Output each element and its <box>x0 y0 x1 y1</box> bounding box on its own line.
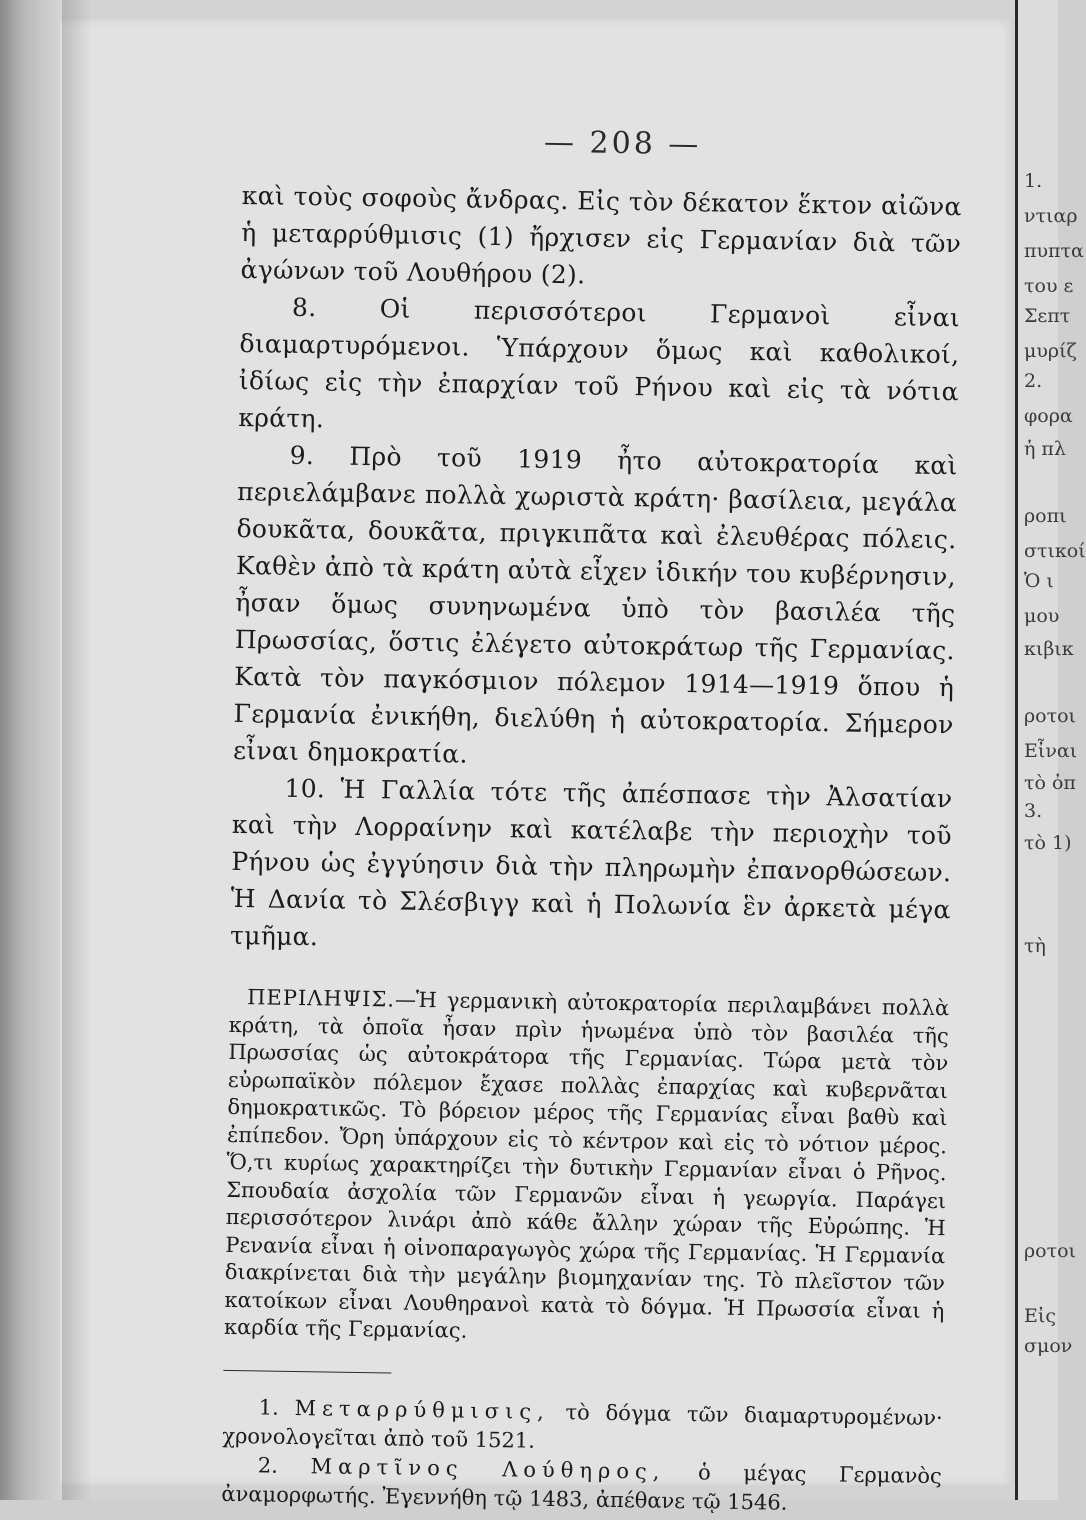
paragraph-continuation: καὶ τοὺς σοφοὺς ἄνδρας. Εἰς τὸν δέκατον ἕκτον αἰῶνα ἡ μεταρρύθμισις (1) ἤρχισεν εἰς Γερμανίαν διὰ τῶν ἀγώνων τοῦ Λουθήρου (2). <box>240 180 962 290</box>
footnote-term: Μεταρρύθμισις, <box>294 1395 550 1424</box>
adjacent-fragment: 3. <box>1024 800 1043 822</box>
gutter-shadow <box>62 0 92 1500</box>
footnote-divider <box>223 1369 391 1373</box>
adjacent-fragment: 2. <box>1024 370 1043 392</box>
adjacent-fragment: μου <box>1024 605 1060 627</box>
adjacent-fragment: ροτοι <box>1024 705 1077 727</box>
page-number: — 208 — <box>543 124 702 163</box>
adjacent-fragment: Εἶναι <box>1024 740 1078 762</box>
footnote-2 <box>221 1450 942 1519</box>
adjacent-fragment: 1. <box>1024 170 1043 192</box>
footnote-term: Μαρτῖνος Λούθηρος, <box>310 1453 666 1484</box>
adjacent-fragment: μυρίζ <box>1024 340 1077 362</box>
summary-label: ΠΕΡΙΛΗΨΙΣ. <box>247 985 396 1012</box>
paragraph-9: 9. Πρὸ τοῦ 1919 ἦτο αὐτοκρατορία καὶ περιελάμβανε πολλὰ χωριστὰ κράτη· βασίλεια, μεγάλα δουκᾶτα, δουκᾶτα, πριγκιπᾶτα καὶ ἐλευθέρας πόλεις. Καθὲν ἀπὸ τὰ κράτη αὐτὰ εἶχεν ἰδικήν του κυβέρνησιν, ἦσαν ὅμως συνηνωμένα ὑπὸ τὸν βασιλέα τῆς Πρωσσίας, ὅστις ἐλέγετο αὐτοκράτωρ τῆς Γερμανίας. Κατὰ τὸν παγκόσμιον πόλεμον 1914—1919 ὅπου ἡ Γερμανία ἐνικήθη, διελύθη ἡ αὐτοκρατορία. Σήμερον εἶναι δημοκρατία. <box>232 440 958 769</box>
adjacent-fragment: κιβικ <box>1024 638 1074 660</box>
adjacent-fragment: στικοί <box>1024 540 1086 562</box>
adjacent-fragment: Σεπτ <box>1024 305 1071 327</box>
adjacent-fragment: του ε <box>1024 275 1074 297</box>
adjacent-fragment: ροτοι <box>1024 1240 1077 1262</box>
adjacent-fragment: φορα <box>1024 405 1073 427</box>
adjacent-page-edge <box>1015 0 1086 1500</box>
footnotes <box>221 1392 943 1519</box>
adjacent-fragment: ντιαρ <box>1024 205 1078 227</box>
page-content <box>221 120 963 1520</box>
main-text <box>230 177 962 965</box>
summary-paragraph <box>224 984 950 1353</box>
footnote-number: 2. <box>257 1452 279 1478</box>
adjacent-fragment: ἡ πλ <box>1024 438 1066 460</box>
summary-text: —Ἡ γερμανικὴ αὐτοκρατορία περιλαμβάνει πολλὰ κράτη, τὰ ὁποῖα ἦσαν πρὶν ἡνωμένα ὑπὸ τὸν βασιλέα τῆς Πρωσσίας ὡς αὐτοκράτορα τῆς Γερμανίας. Τώρα μετὰ τὸν εὐρωπαϊκὸν πόλεμον ἔχασε πολλὰς ἐπαρχίας καὶ κυβερνᾶται δημοκρατικῶς. Τὸ βόρειον μέρος τῆς Γερμανίας εἶναι βαθὺ καὶ ἐπίπεδον. Ὄρη ὑπάρχουν εἰς τὸ κέντρον καὶ εἰς τὸ νότιον μέρος. Ὅ,τι κυρίως χαρακτηρίζει τὴν δυτικὴν Γερμανίαν εἶναι ὁ Ρῆνος. Σπουδαία ἀσχολία τῶν Γερμανῶν εἶναι ἡ γεωργία. Παράγει περισσότερον λινάρι ἀπὸ κάθε ἄλλην χώραν τῆς Εὐρώπης. Ἡ Ρενανία εἶναι ἡ οἰνοπαραγωγὸς χώρα τῆς Γερμανίας. Ἡ Γερμανία διακρίνεται διὰ τὴν μεγάλην βιομηχανίαν της. Τὸ πλεῖστον τῶν κατοίκων εἶναι Λουθηρανοὶ κατὰ τὸ δόγμα. Ἡ Πρωσσία εἶναι ἡ καρδία τῆς Γερμανίας. <box>223 987 950 1343</box>
adjacent-fragment: τὸ 1) <box>1024 832 1072 854</box>
adjacent-fragment: ροπι <box>1024 505 1067 527</box>
adjacent-fragment: τὸ ὀπ <box>1024 772 1076 794</box>
adjacent-fragment: τὴ <box>1024 935 1046 957</box>
adjacent-fragment: σμον <box>1024 1335 1073 1357</box>
book-spine <box>0 0 62 1500</box>
footnote-1 <box>222 1392 943 1461</box>
adjacent-fragment: Ὁ ι <box>1024 570 1054 592</box>
footnote-text: ὁ μέγας Γερμανὸς ἀναμορφωτής. Ἐγεννήθη τῷ 1483, ἀπέθανε τῷ 1546. <box>221 1459 942 1515</box>
paragraph-10: 10. Ἡ Γαλλία τότε τῆς ἀπέσπασε τὴν Ἀλσατίαν καὶ τὴν Λορραίνην καὶ κατέλαβε τὴν περιοχὴν τοῦ Ρήνου ὡς ἐγγύησιν διὰ τὴν πληρωμὴν ἐπανορθώσεων. Ἡ Δανία τὸ Σλέσβιγγ καὶ ἡ Πολωνία ἓν ἀρκετὰ μέγα τμῆμα. <box>229 773 953 952</box>
paragraph-8: 8. Οἱ περισσότεροι Γερμανοὶ εἶναι διαμαρτυρόμενοι. Ὑπάρχουν ὅμως καὶ καθολικοί, ἰδίως εἰς τὴν ἐπαρχίαν τοῦ Ρήνου καὶ εἰς τὰ νότια κράτη. <box>238 292 961 434</box>
adjacent-fragment: πυπτα <box>1024 240 1084 262</box>
adjacent-fragment: Εἰς <box>1024 1305 1056 1327</box>
footnote-number: 1. <box>258 1394 280 1420</box>
footnote-text: τὸ δόγμα τῶν διαμαρτυρομένων· χρονολογεῖται ἀπὸ τοῦ 1521. <box>222 1399 943 1453</box>
summary-section <box>224 984 950 1353</box>
